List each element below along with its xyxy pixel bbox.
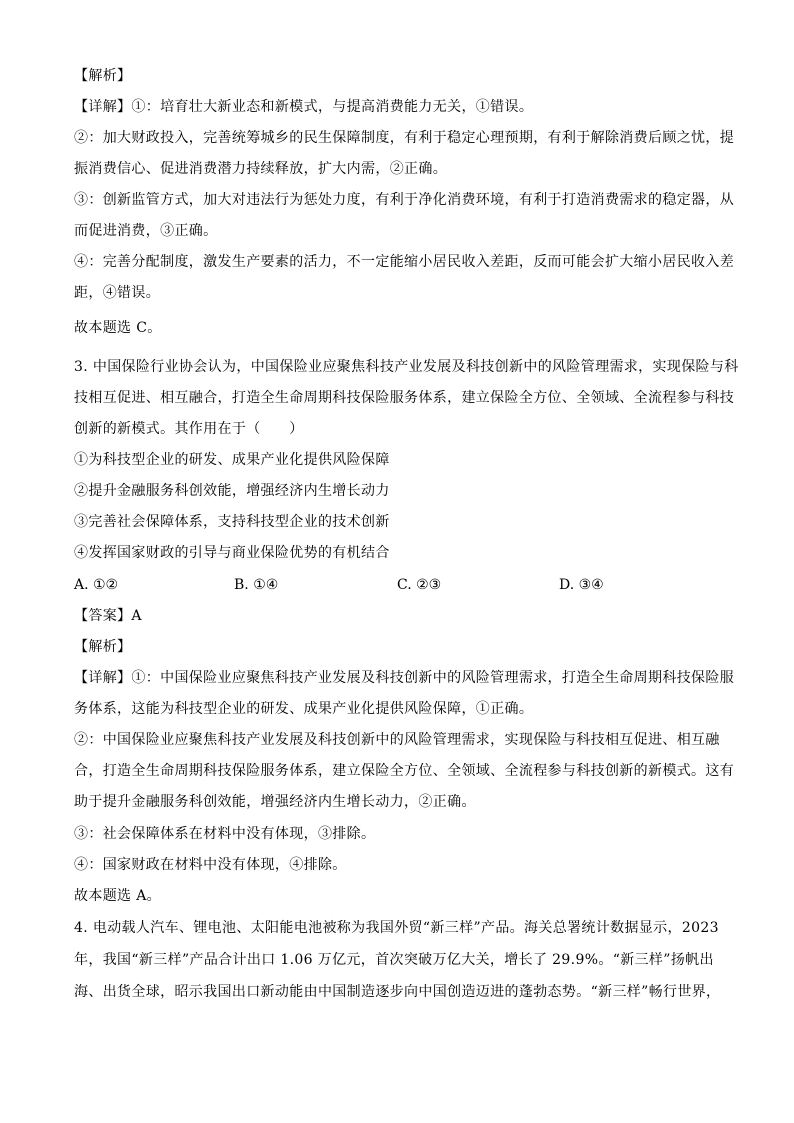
detail-line: 而促进消费，③正确。: [74, 223, 218, 239]
conclusion-line: 故本题选 C。: [74, 320, 162, 336]
detail-line: 务体系，这能为科技型企业的研发、成果产业化提供风险保障，①正确。: [74, 701, 534, 717]
detail-line: ③：创新监管方式，加大对违法行为惩处力度，有利于净化消费环境，有利于打造消费需求的稳定器，从: [74, 192, 735, 208]
detail-line: 合，打造全生命周期科技保险服务体系，建立保险全方位、全领域、全流程参与科技创新的新模式。这有: [74, 763, 735, 779]
option-a: A. ①②: [74, 577, 119, 593]
question-stem: 3. 中国保险行业协会认为，中国保险业应聚焦科技产业发展及科技创新中的风险管理需求，实现保险与科: [74, 359, 739, 375]
statement-item: ①为科技型企业的研发、成果产业化提供风险保障: [74, 452, 390, 468]
detail-line: ②：加大财政投入，完善统筹城乡的民生保障制度，有利于稳定心理预期，有利于解除消费后顾之忧，提: [74, 130, 735, 146]
question-stem: 4. 电动载人汽车、锂电池、太阳能电池被称为我国外贸“新三样”产品。海关总署统计数据显示，2023: [74, 920, 719, 936]
question-stem: 创新的新模式。其作用在于（ ）: [74, 421, 304, 437]
question-stem: 技相互促进、相互融合，打造全生命周期科技保险服务体系，建立保险全方位、全领域、全流程参与科技: [74, 390, 735, 406]
question-stem: 海、出货全球，昭示我国出口新动能由中国制造逐步向中国创造迈进的蓬勃态势。“新三样”畅行世界，: [74, 984, 721, 1000]
detail-line: ④：国家财政在材料中没有体现，④排除。: [74, 857, 347, 873]
detail-line: ②：中国保险业应聚焦科技产业发展及科技创新中的风险管理需求，实现保险与科技相互促进、相互融: [74, 732, 720, 748]
detail-line: 【详解】①：中国保险业应聚焦科技产业发展及科技创新中的风险管理需求，打造全生命周期科技保险服: [74, 670, 735, 686]
answer-line: 【答案】A: [74, 608, 142, 624]
statement-item: ③完善社会保障体系，支持科技型企业的技术创新: [74, 514, 390, 530]
detail-line: 振消费信心、促进消费潜力持续释放，扩大内需，②正确。: [74, 161, 448, 177]
detail-line: ③：社会保障体系在材料中没有体现，③排除。: [74, 826, 376, 842]
detail-line: 距，④错误。: [74, 285, 161, 301]
analysis-heading: 【解析】: [74, 639, 132, 655]
detail-line: ④：完善分配制度，激发生产要素的活力，不一定能缩小居民收入差距，反而可能会扩大缩小居民收入差: [74, 254, 735, 270]
option-b: B. ①④: [234, 577, 279, 593]
analysis-heading: 【解析】: [74, 68, 132, 84]
detail-line: 【详解】①：培育壮大新业态和新模式，与提高消费能力无关，①错误。: [74, 99, 534, 115]
option-c: C. ②③: [397, 577, 442, 593]
conclusion-line: 故本题选 A。: [74, 888, 162, 904]
answer-options: [74, 575, 724, 595]
detail-line: 助于提升金融服务科创效能，增强经济内生增长动力，②正确。: [74, 794, 476, 810]
question-stem: 年，我国“新三样”产品合计出口 1.06 万亿元，首次突破万亿大关，增长了 29.9%。“新三样”扬帆出: [74, 952, 714, 968]
statement-item: ④发挥国家财政的引导与商业保险优势的有机结合: [74, 545, 390, 561]
statement-item: ②提升金融服务科创效能，增强经济内生增长动力: [74, 483, 390, 499]
option-d: D. ③④: [559, 577, 604, 593]
